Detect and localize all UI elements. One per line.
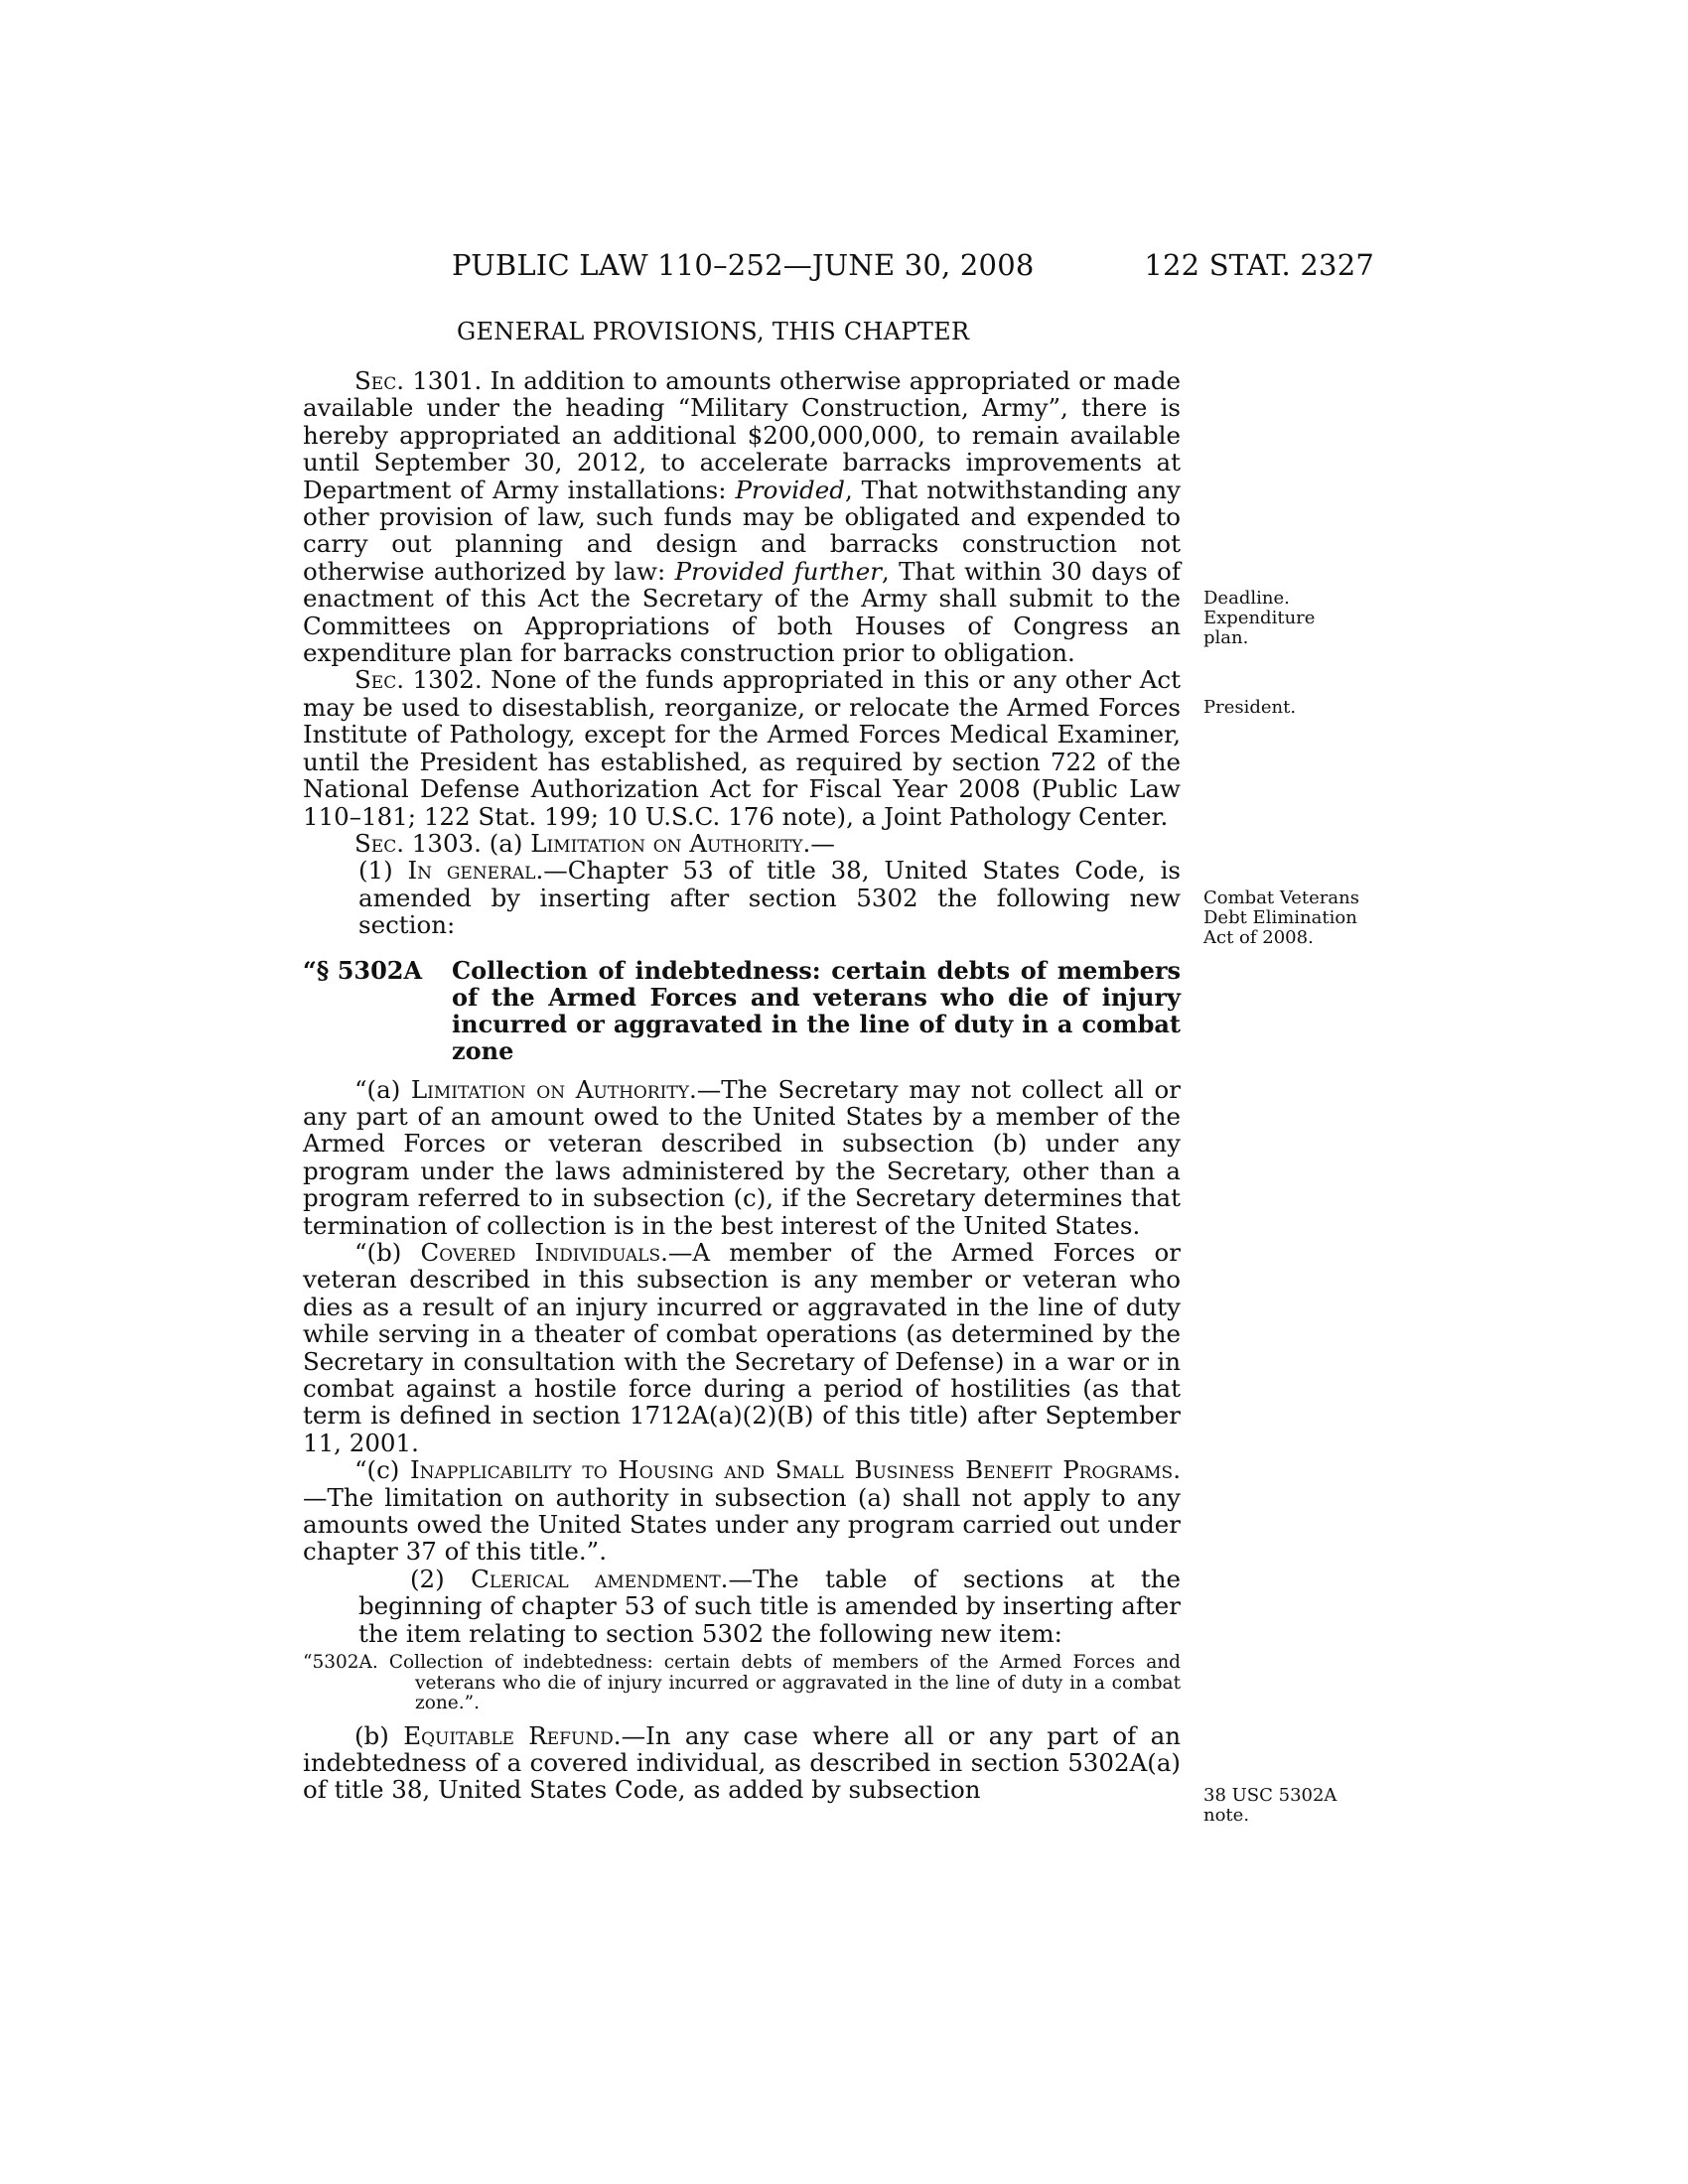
body-text: [303, 367, 1181, 1804]
subsection-heading: Equitable Refund: [403, 1720, 614, 1750]
running-header-stat: 122 STAT. 2327: [1144, 248, 1374, 282]
provided-term: Provided: [735, 475, 845, 504]
subsection-a: “(a) Limitation on Authority.—The Secretary may not collect all or any part of an amount owed to the United States by a member of the Armed Forces or veteran described in subsection (b) under any program under the laws administered by the Secretary, other than a program referred to in subsection (c), if the Secretary determines that termination of collection is in the best interest of the United States.: [303, 1074, 1181, 1240]
margin-note-deadline: Deadline. Expenditure plan.: [1203, 588, 1316, 648]
paragraph-1-in-general: (1) In general.—Chapter 53 of title 38, United States Code, is amended by inserting after section 5302 the following new section:: [358, 856, 1181, 940]
section-1303: Sec. 1303. (a) Limitation on Authority.—: [354, 828, 835, 858]
new-section-heading: [303, 957, 1181, 1064]
clerical-amendment: (2) Clerical amendment.—The table of sections at the beginning of chapter 53 of such title is amended by inserting after the item relating to section 5302 the following new item:: [358, 1564, 1181, 1648]
subsection-c: “(c) Inapplicability to Housing and Small Business Benefit Programs.—The limitation on authority in subsection (a) shall not apply to any amounts owed the United States under any program carried out under chapter 37 of this title.”.: [303, 1455, 1181, 1567]
subsection-b: “(b) Covered Individuals.—A member of the Armed Forces or veteran described in this subsection is any member or veteran who dies as a result of an injury incurred or aggravated in the line of duty while serving in a theater of combat operations (as determined by the Secretary in consultation with the Secretary of Defense) in a war or in combat against a hostile force during a period of hostilities (as that term is defined in section 1712A(a)(2)(B) of this title) after September 11, 2001.: [303, 1237, 1181, 1457]
section-1301: Sec. 1301. In addition to amounts otherwise appropriated or made available under the heading “Military Construction, Army”, there is hereby appropriated an additional $200,000,000, to remain available until September 30, 2012, to accelerate barracks improvements at Department of Army installations: Provided, That notwithstanding any other provision of law, such funds may be obligated and expended to carry out planning and design and barracks construction not otherwise authorized by law: Provided further, That within 30 days of enactment of this Act the Secretary of the Army shall submit to the Committees on Appropriations of both Houses of Congress an expenditure plan for barracks construction prior to obligation.: [303, 366, 1181, 668]
chapter-heading: GENERAL PROVISIONS, THIS CHAPTER: [457, 318, 970, 345]
subsection-heading: Limitation on Authority: [530, 828, 803, 858]
running-header-title: PUBLIC LAW 110–252—JUNE 30, 2008: [452, 248, 1035, 282]
section-title: Collection of indebtedness: certain debts of members of the Armed Forces and veterans who die of injury incurred or aggravated in the line of duty in a combat zone: [452, 955, 1181, 1065]
subsection-heading: Limitation on Authority: [410, 1074, 689, 1104]
section-1302: Sec. 1302. None of the funds appropriated in this or any other Act may be used to disestablish, reorganize, or relocate the Armed Forces Institute of Pathology, except for the Armed Forces Medical Examiner, until the President has established, as required by section 722 of the National Defense Authorization Act for Fiscal Year 2008 (Public Law 110–181; 122 Stat. 199; 10 U.S.C. 176 note), a Joint Pathology Center.: [303, 665, 1181, 831]
subsection-heading: Covered Individuals: [420, 1237, 661, 1267]
sec-label: Sec: [354, 828, 397, 858]
margin-note-president: President.: [1203, 697, 1297, 718]
margin-note-short-title: Combat Veterans Debt Elimination Act of 2008.: [1203, 887, 1359, 948]
provided-further-term: Provided further: [674, 556, 882, 586]
margin-note-usc: 38 USC 5302A note.: [1203, 1785, 1337, 1826]
subsection-b-equitable-refund: (b) Equitable Refund.—In any case where all or any part of an indebtedness of a covered individual, as described in section 5302A(a) of title 38, United States Code, as added by subsection: [303, 1720, 1182, 1805]
sec-label: Sec: [354, 665, 397, 695]
paragraph-heading: Clerical amendment: [471, 1564, 721, 1593]
table-of-sections-item: “5302A. Collection of indebtedness: certain debts of members of the Armed Forces and veterans who die of injury incurred or aggravated in the line of duty in a combat zone.”.: [303, 1652, 1181, 1714]
paragraph-heading: In general: [407, 856, 536, 886]
section-number: “§ 5302A: [303, 955, 423, 985]
subsection-heading: Inapplicability to Housing and Small Business Benefit Programs: [410, 1455, 1174, 1485]
sec-label: Sec: [354, 366, 397, 395]
